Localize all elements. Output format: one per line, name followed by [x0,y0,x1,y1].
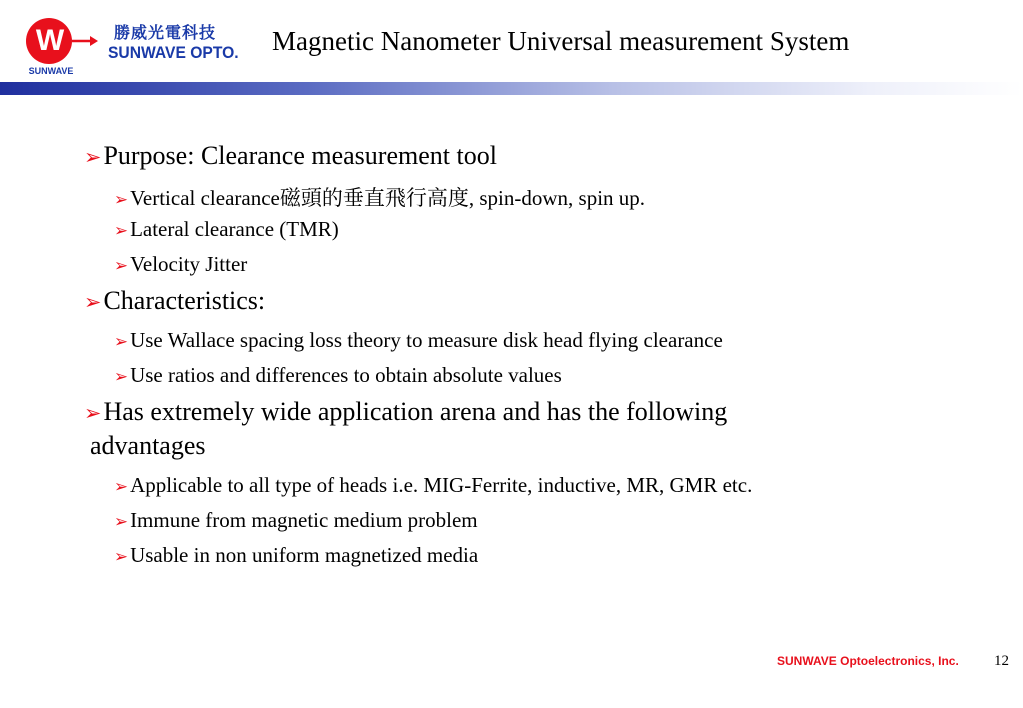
bullet-arrow-icon: ➢ [84,401,102,425]
slide-title: Magnetic Nanometer Universal measurement System [272,26,850,56]
bullet-arena: ➢Has extremely wide application arena and has the following [84,397,728,426]
bullet-arrow-icon: ➢ [114,189,129,209]
footer-company-name: SUNWAVE Optoelectronics, Inc. [777,654,959,668]
bullet-characteristics: ➢Characteristics: [84,286,266,315]
bullet-usable: ➢Usable in non uniform magnetized media [114,543,479,567]
bullet-arrow-icon: ➢ [114,220,129,240]
bullet-arrow-icon: ➢ [114,476,129,496]
bullet-arrow-icon: ➢ [84,145,102,169]
bullet-wallace: ➢Use Wallace spacing loss theory to measure disk head flying clearance [114,328,723,352]
header-gradient-bar [0,82,1023,95]
bullet-arrow-icon: ➢ [114,331,129,351]
bullet-purpose: ➢Purpose: Clearance measurement tool [84,141,497,170]
logo-english-name: SUNWAVE OPTO. [108,43,239,62]
logo-mark: W [26,18,72,64]
bullet-arrow-icon: ➢ [114,511,129,531]
logo-arrow-icon [72,36,98,46]
bullet-applicable: ➢Applicable to all type of heads i.e. MIG-Ferrite, inductive, MR, GMR etc. [114,473,753,497]
bullet-arrow-icon: ➢ [114,366,129,386]
bullet-vertical-clearance: ➢Vertical clearance磁頭的垂直飛行高度, spin-down, spin up. [114,186,646,210]
bullet-ratios: ➢Use ratios and differences to obtain absolute values [114,363,562,387]
logo-sub-text: SUNWAVE [28,66,74,76]
bullet-immune: ➢Immune from magnetic medium problem [114,508,478,532]
logo-chinese-name: 勝威光電科技 [114,23,217,42]
bullet-arrow-icon: ➢ [84,290,102,314]
bullet-arrow-icon: ➢ [114,546,129,566]
company-logo [22,16,262,78]
bullet-velocity-jitter: ➢Velocity Jitter [114,252,248,276]
bullet-lateral-clearance: ➢Lateral clearance (TMR) [114,217,339,241]
bullet-arrow-icon: ➢ [114,255,129,275]
bullet-arena-continuation: advantages [90,431,206,460]
page-number: 12 [994,653,1009,669]
